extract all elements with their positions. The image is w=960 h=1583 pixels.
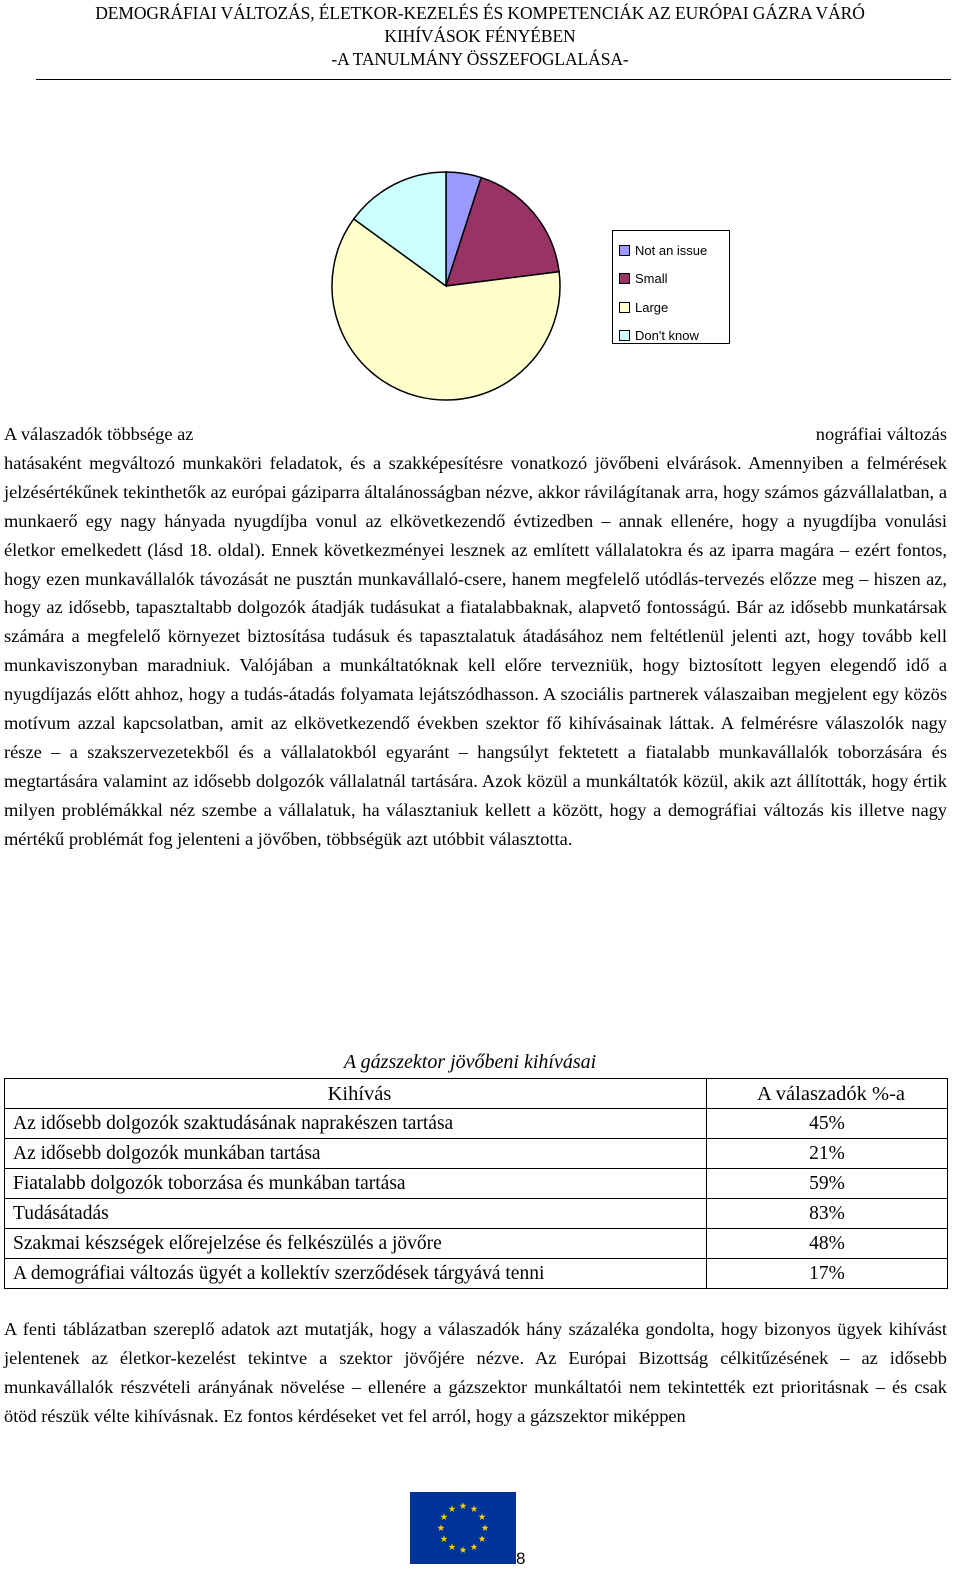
legend-swatch bbox=[619, 330, 630, 341]
column-header-percent: A válaszadók %-a bbox=[707, 1079, 948, 1109]
flag-star-icon bbox=[449, 1543, 456, 1550]
first-line-left-text: A válaszadók többsége az bbox=[4, 424, 194, 444]
percent-cell: 45% bbox=[707, 1109, 948, 1139]
body-paragraph-1 bbox=[4, 420, 947, 854]
chart-legend bbox=[612, 230, 730, 344]
flag-star-icon bbox=[482, 1524, 489, 1531]
legend-swatch bbox=[619, 302, 630, 313]
body-paragraph-2: A fenti táblázatban szereplő adatok azt mutatják, hogy a válaszadók hány százaléka gondolta, hogy bizonyos ügyek kihívást jelentenek az életkor-kezelést tekintve a szektor jövőjére nézve. Az Európai Bizottság célkitűzésének – az idősebb munkavállalók részvételi arányának növelése – ellenére a gázszektor munkáltatói nem tekintették ezt prioritásnak – és csak ötöd részük vélte kihívásnak. Ez fontos kérdéseket vet fel arról, hogy a gázszektor miképpen bbox=[4, 1319, 947, 1426]
legend-swatch bbox=[619, 273, 630, 284]
percent-cell: 21% bbox=[707, 1139, 948, 1169]
legend-item bbox=[613, 236, 729, 265]
header-divider bbox=[36, 79, 951, 80]
flag-star-icon bbox=[479, 1513, 486, 1520]
page-header bbox=[0, 2, 960, 71]
flag-star-icon bbox=[460, 1546, 467, 1553]
challenges-table bbox=[4, 1078, 948, 1289]
legend-swatch bbox=[619, 245, 630, 256]
table-caption: A gázszektor jövőbeni kihívásai bbox=[343, 1051, 597, 1073]
legend-item bbox=[613, 322, 729, 351]
percent-cell: 48% bbox=[707, 1229, 948, 1259]
challenge-cell: Szakmai készségek előrejelzése és felkészülés a jövőre bbox=[5, 1229, 707, 1259]
pie-chart bbox=[330, 170, 570, 410]
table-header-row bbox=[5, 1079, 948, 1109]
paragraph-first-line bbox=[4, 420, 947, 449]
table-row bbox=[5, 1169, 948, 1199]
challenge-cell: Az idősebb dolgozók szaktudásának naprakészen tartása bbox=[5, 1109, 707, 1139]
percent-cell: 59% bbox=[707, 1169, 948, 1199]
flag-star-icon bbox=[460, 1502, 467, 1509]
challenge-cell: Fiatalabb dolgozók toborzása és munkában tartása bbox=[5, 1169, 707, 1199]
first-line-right-text: nográfiai változás bbox=[815, 424, 947, 444]
legend-label: Small bbox=[635, 271, 668, 287]
column-header-challenge: Kihívás bbox=[5, 1079, 707, 1109]
flag-star-icon bbox=[449, 1505, 456, 1512]
table-row bbox=[5, 1259, 948, 1289]
flag-star-icon bbox=[479, 1535, 486, 1542]
flag-star-icon bbox=[471, 1543, 478, 1550]
header-subtitle: -A TANULMÁNY ÖSSZEFOGLALÁSA- bbox=[331, 49, 629, 69]
flag-star-icon bbox=[438, 1524, 445, 1531]
table-row bbox=[5, 1109, 948, 1139]
legend-label: Don't know bbox=[635, 328, 699, 344]
table-row bbox=[5, 1139, 948, 1169]
flag-star-icon bbox=[471, 1505, 478, 1512]
table-row bbox=[5, 1229, 948, 1259]
flag-star-icon bbox=[441, 1535, 448, 1542]
challenge-cell: Az idősebb dolgozók munkában tartása bbox=[5, 1139, 707, 1169]
page-number: 8 bbox=[516, 1549, 526, 1568]
legend-label: Large bbox=[635, 299, 669, 315]
paragraph-body-text: hatásaként megváltozó munkaköri feladatok, és a szakképesítésre vonatkozó jövőbeni elvárások. Amennyiben a felmérések jelzésértékűnek tekinthetők az európai gáziparra általánosságban nézve, akkor rávilágítanak arra, hogy számos gázvállalatban, a munkaerő egy nagy hányada nyugdíjba vonul az elkövetkezendő évtizedben – annak ellenére, hogy a nyugdíjba vonulási életkor emelkedett (lásd 18. oldal). Ennek következményei lesznek az említett vállalatokra és az iparra magára – ezért fontos, hogy ezen munkavállalók távozását ne pusztán munkavállaló-csere, hanem megfelelő utódlás-tervezés előzze meg – hiszen az, hogy az idősebb, tapasztaltabb dolgozók átadják tudásukat a fiatalabbaknak, alapvető fontosságú. Bár az idősebb munkatársak számára a megfelelő környezet biztosítása tudásuk és tapasztalatuk átadásához nem feltétlenül jelenti azt, hogy tovább kell munkaviszonyban maradniuk. Valójában a munkáltatóknak kell előre tervezniük, hogy biztosított legyen elegendő idő a nyugdíjazás előtt ahhoz, hogy a tudás-átadás folyamata lejátszódhasson. A szociális partnerek válaszaiban megjelent egy közös motívum azzal kapcsolatban, amit az elkövetkezendő években szektor fő kihívásainak láttak. A felmérésre válaszolók nagy része – a szakszervezetekből és a vállalatokból egyaránt – hangsúlyt fektetett a fiatalabb munkavállalók toborzására és megtartására valamint az idősebb dolgozók vállalatnál tartására. Azok közül a munkáltatók közül, akik azt állították, hogy értik milyen problémákkal néz szembe a vállalatuk, ha választaniuk kellett a között, hogy a demográfiai változás kis illetve nagy mértékű problémát fog jelenteni a jövőben, többségük azt utóbbit választotta. bbox=[4, 452, 947, 849]
eu-flag-icon bbox=[410, 1492, 516, 1564]
challenge-cell: A demográfiai változás ügyét a kollektív szerződések tárgyává tenni bbox=[5, 1259, 707, 1289]
legend-item bbox=[613, 293, 729, 322]
flag-star-icon bbox=[441, 1513, 448, 1520]
header-title-line-1: DEMOGRÁFIAI VÁLTOZÁS, ÉLETKOR-KEZELÉS ÉS KOMPETENCIÁK AZ EURÓPAI GÁZRA VÁRÓ bbox=[95, 3, 865, 23]
header-title-line-2: KIHÍVÁSOK FÉNYÉBEN bbox=[384, 26, 576, 46]
percent-cell: 17% bbox=[707, 1259, 948, 1289]
legend-label: Not an issue bbox=[635, 242, 708, 258]
table-row bbox=[5, 1199, 948, 1229]
legend-item bbox=[613, 265, 729, 294]
percent-cell: 83% bbox=[707, 1199, 948, 1229]
challenge-cell: Tudásátadás bbox=[5, 1199, 707, 1229]
